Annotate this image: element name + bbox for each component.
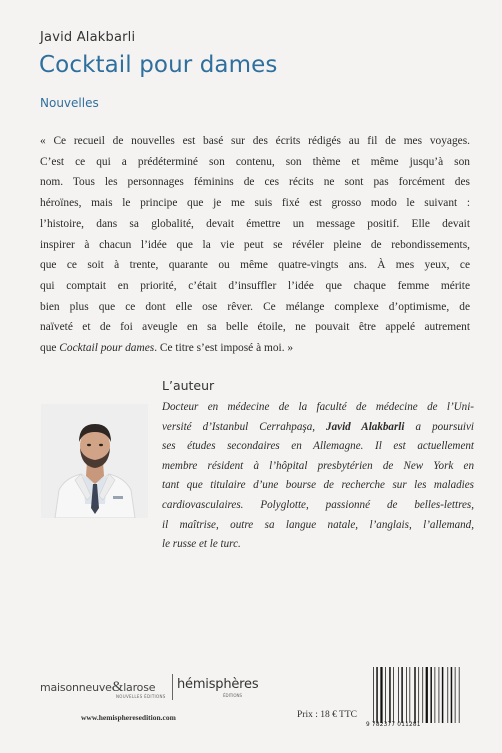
bio-line: ses études secondaires en Allemagne. Il est actuellement — [162, 440, 474, 453]
quote-line: naïveté et de foi aveugle en sa belle étoile, ne pouvait être appelé autrement — [40, 321, 470, 334]
author-bio — [162, 398, 474, 555]
book-title: Cocktail pour dames — [39, 52, 278, 78]
publisher-logo-hemispheres: hémisphères — [177, 677, 259, 692]
bio-line: il maîtrise, outre sa langue natale, l’anglais, l’allemand, — [162, 518, 474, 531]
bio-text: a poursuivi — [404, 420, 474, 433]
quote-line: que ce soit à trente, quarante ou même quatre-vingts ans. À mes yeux, ce — [40, 259, 470, 272]
bio-line: membre résident à l’hôpital presbytérien de New York en — [162, 459, 474, 472]
barcode-icon — [372, 667, 466, 723]
quote-line: « Ce recueil de nouvelles est basé sur des écrits rédigés au fil de mes voyages. — [40, 135, 470, 147]
blurb-quote — [40, 131, 470, 359]
author-name: Javid Alakbarli — [40, 30, 136, 45]
bio-line: cardiovasculaires. Polyglotte, passionné de belles-lettres, — [162, 498, 474, 511]
logo-divider — [172, 674, 173, 700]
quote-line: C’est ce qui a prédéterminé son contenu, son thème et même jusqu’à son — [40, 155, 470, 168]
quote-line: nom. Tous les personnages féminins de ces récits ne sont pas forcément des — [40, 176, 470, 189]
about-author-heading: L’auteur — [162, 378, 215, 393]
bio-author-name: Javid Alakbarli — [326, 420, 405, 433]
book-genre: Nouvelles — [40, 96, 99, 110]
bio-line: Docteur en médecine de la faculté de médecine de l’Uni- — [162, 401, 474, 413]
bio-text: versité d’Istanbul Cerrahpaşa, — [162, 420, 327, 433]
price-label: Prix : 18 € TTC — [297, 710, 357, 720]
quote-line: héroïnes, mais le principe que je me suis fixé est grosso modo le suivant : — [40, 197, 470, 210]
quote-book-title: Cocktail pour dames — [59, 342, 155, 355]
quote-line — [40, 338, 470, 359]
quote-text: . Ce titre s’est imposé à moi. » — [154, 342, 294, 355]
bio-line — [162, 418, 474, 438]
quote-text: que — [40, 342, 60, 355]
quote-line: l’histoire, dans sa globalité, devait émettre un message positif. Elle devait — [40, 217, 470, 230]
isbn-number: 9 782377 011281 — [366, 722, 421, 728]
publisher-logo-subtitle: NOUVELLES ÉDITIONS — [116, 694, 166, 699]
logo-ampersand: & — [111, 679, 124, 695]
author-photo — [41, 404, 148, 518]
quote-line: qui comptait en priorité, c’était d’insuffler l’idée que chaque femme mérite — [40, 279, 470, 292]
logo-text: larose — [123, 681, 156, 694]
quote-line: inspirer à chacun l’idée que la vie peut se révéler pleine de rebondissements, — [40, 238, 470, 251]
bio-line: tant que titulaire d’une bourse de recherche sur les maladies — [162, 479, 474, 492]
quote-line: bien plus que ce dont elle ose rêver. Ce mélange complexe d’optimisme, de — [40, 300, 470, 313]
bio-line: le russe et le turc. — [162, 538, 241, 551]
author-portrait-image — [41, 404, 148, 518]
publisher-logo-subtitle: ÉDITIONS — [223, 693, 243, 698]
logo-text: maisonneuve — [40, 681, 112, 694]
publisher-website: www.hemispheresedition.com — [81, 713, 176, 722]
